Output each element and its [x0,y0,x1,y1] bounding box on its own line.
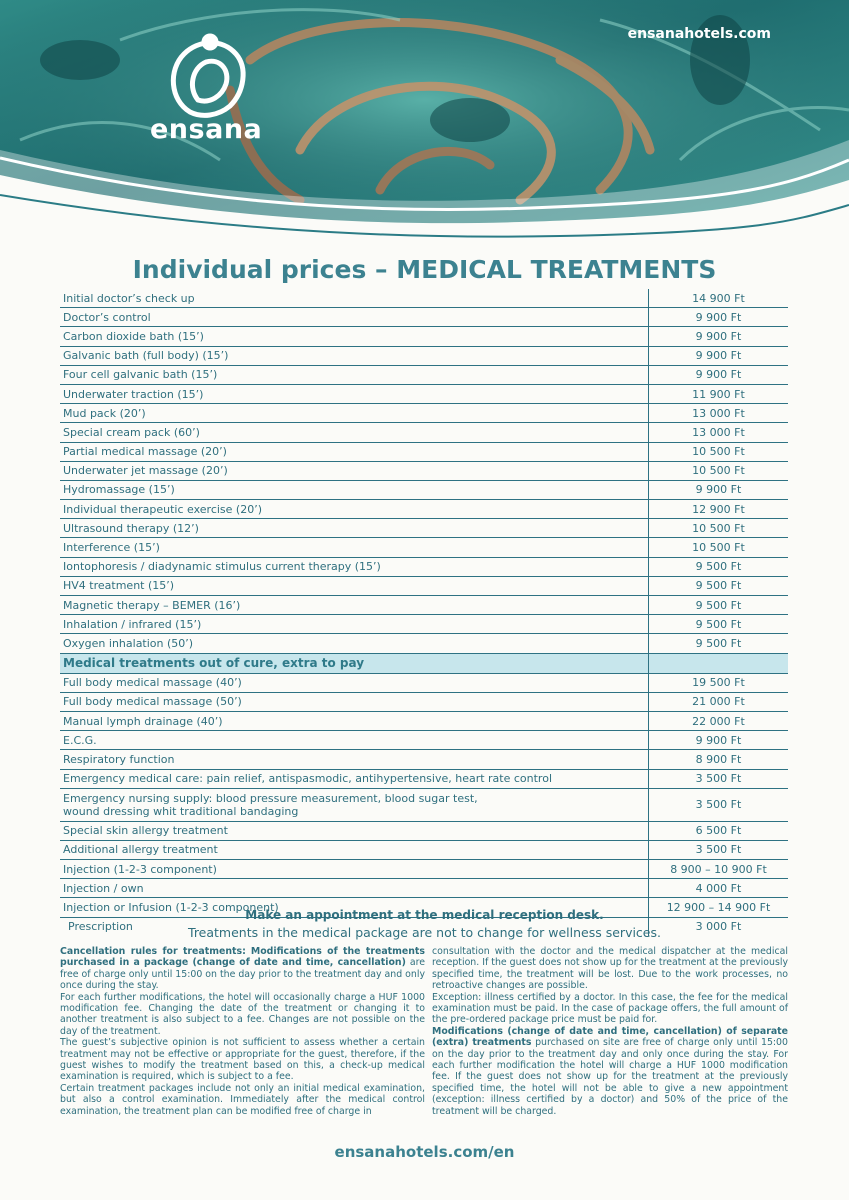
treatment-price: 9 500 Ft [648,577,788,595]
treatment-name: Emergency medical care: pain relief, antispasmodic, antihypertensive, heart rate control [63,772,553,786]
treatment-name: Individual therapeutic exercise (20’) [63,502,262,516]
treatment-name-line: Emergency nursing supply: blood pressure measurement, blood sugar test, [63,791,478,805]
price-row [60,674,788,693]
price-row [60,615,788,634]
treatment-name: Carbon dioxide bath (15’) [63,329,204,343]
treatment-name: Underwater traction (15’) [63,387,204,401]
page-title: Individual prices – MEDICAL TREATMENTS [132,255,717,284]
price-row [60,558,788,577]
ensana-logo [150,30,263,150]
treatment-price: 9 900 Ft [648,347,788,365]
treatment-price: 9 500 Ft [648,558,788,576]
treatment-name: Injection / own [63,881,144,895]
price-row [60,500,788,519]
price-row [60,693,788,712]
treatment-name: Partial medical massage (20’) [63,445,227,459]
price-row [60,770,788,789]
package-note: Treatments in the medical package are not to change for wellness services. [188,925,661,940]
ensana-drop-icon [150,30,260,120]
treatment-price: 9 500 Ft [648,615,788,633]
rules-paragraph: The guest’s subjective opinion is not sufficient to assess whether a certain treatment may not be effective or appropriate for the guest, therefore, if the guest wishes to modify the treatment based on this, a check-up medical examination is required, which is subject to a fee. [60,1037,425,1083]
treatment-price: 9 900 Ft [648,327,788,345]
treatment-price: 3 500 Ft [648,770,788,788]
appointment-note: Make an appointment at the medical reception desk. [245,908,604,922]
price-row [60,443,788,462]
price-row [60,289,788,308]
price-row [60,481,788,500]
treatment-price: 10 500 Ft [648,538,788,556]
header-site-url[interactable]: ensanahotels.com [627,26,771,42]
treatment-name [60,792,648,818]
treatment-name: Additional allergy treatment [63,843,218,857]
price-row [60,860,788,879]
treatment-name: Four cell galvanic bath (15’) [63,368,218,382]
treatment-name: Doctor’s control [63,310,151,324]
price-row [60,308,788,327]
treatment-name: Galvanic bath (full body) (15’) [63,349,229,363]
price-row [60,385,788,404]
price-row [60,404,788,423]
rules-heading: Cancellation rules for treatments: [60,946,246,957]
treatment-name: Underwater jet massage (20’) [63,464,228,478]
treatment-name: HV4 treatment (15’) [63,579,175,593]
section-heading: Medical treatments out of cure, extra to pay [63,655,365,670]
rules-paragraph: Certain treatment packages include not only an initial medical examination, but also a control examination. Immediately after the medical control examination, the treatment plan can be modified free of charge in [60,1082,425,1117]
price-row [60,577,788,596]
treatment-price: 9 900 Ft [648,481,788,499]
treatment-name: Injection (1-2-3 component) [63,862,217,876]
treatment-price: 9 900 Ft [648,366,788,384]
rules-emphasis: Modifications (change of date and time, cancellation) of separate (extra) treatments [432,1025,788,1049]
treatment-price: 10 500 Ft [648,462,788,480]
cancellation-rules-left [60,946,425,1117]
treatment-price: 14 900 Ft [648,289,788,307]
treatment-price: 9 900 Ft [648,731,788,749]
treatment-name: Full body medical massage (40’) [63,676,242,690]
price-row [60,462,788,481]
treatment-name: Interference (15’) [63,541,160,555]
treatment-price: 9 500 Ft [648,596,788,614]
brand-wordmark: ensana [150,114,263,145]
treatment-name: Inhalation / infrared (15’) [63,617,202,631]
treatment-price: 9 500 Ft [648,634,788,652]
treatment-price: 8 900 – 10 900 Ft [648,860,788,878]
price-row [60,841,788,860]
footer-site-url[interactable]: ensanahotels.com/en [334,1143,515,1161]
treatment-price: 11 900 Ft [648,385,788,403]
price-table [60,289,788,936]
price-row [60,366,788,385]
rules-paragraph [60,946,425,992]
price-row [60,347,788,366]
price-row [60,423,788,442]
rules-paragraph [432,1026,788,1117]
price-row [60,879,788,898]
price-row [60,822,788,841]
treatment-name: Special skin allergy treatment [63,824,228,838]
rules-paragraph: consultation with the doctor and the medical dispatcher at the medical reception. If the guest does not show up for the treatment at the previously specified time, the treatment will be lost. Due to the work processes, no retroactive changes are possible. [432,946,788,992]
treatment-name: Initial doctor’s check up [63,291,195,305]
price-row [60,327,788,346]
treatment-price: 3 000 Ft [648,918,788,936]
treatment-price: 13 000 Ft [648,423,788,441]
price-row [60,596,788,615]
price-row [60,538,788,557]
treatment-name: Ultrasound therapy (12’) [63,521,199,535]
treatment-price: 21 000 Ft [648,693,788,711]
cancellation-rules-right [432,946,788,1117]
treatment-name: E.C.G. [63,733,97,747]
treatment-name-line: wound dressing whit traditional bandaging [63,804,299,818]
rules-paragraph: Exception: illness certified by a doctor. In this case, the fee for the medical examination must be paid. In the case of package offers, the full amount of the pre-ordered package price must be paid for. [432,991,788,1026]
treatment-name: Respiratory function [63,752,175,766]
treatment-price: 8 900 Ft [648,750,788,768]
treatment-price: 12 900 Ft [648,500,788,518]
treatment-name: Full body medical massage (50’) [63,695,242,709]
treatment-name: Hydromassage (15’) [63,483,175,497]
price-row [60,750,788,769]
treatment-price: 4 000 Ft [648,879,788,897]
rules-text: purchased on site are free of charge only until 15:00 on the day prior to the treatment day and only once during the stay. For each further modification the hotel will charge a HUF 1000 modification fee. If the guest does not show up for the treatment at the previously specified time, the hotel will not be able to give a new appointment (exception: illness certified by a doctor) and 50% of the price of the treatment will be charged. [432,1037,788,1117]
price-row [60,789,788,822]
treatment-price: 10 500 Ft [648,519,788,537]
treatment-name: Prescription [68,920,133,934]
treatment-price: 3 500 Ft [648,841,788,859]
treatment-price: 22 000 Ft [648,712,788,730]
treatment-price: 12 900 – 14 900 Ft [648,898,788,916]
treatment-price: 3 500 Ft [648,789,788,821]
section-price-cell [648,654,788,673]
treatment-price: 19 500 Ft [648,674,788,692]
treatment-name: Iontophoresis / diadynamic stimulus current therapy (15’) [63,560,381,574]
price-row [60,519,788,538]
rules-emphasis: Modifications of the treatments purchased in a package (change of date and time, cancellation) [60,946,425,969]
treatment-price: 6 500 Ft [648,822,788,840]
price-row [60,634,788,653]
treatment-name: Magnetic therapy – BEMER (16’) [63,598,241,612]
treatment-price: 9 900 Ft [648,308,788,326]
treatment-price: 10 500 Ft [648,443,788,461]
treatment-name: Manual lymph drainage (40’) [63,714,223,728]
treatment-name: Special cream pack (60’) [63,425,200,439]
treatment-price: 13 000 Ft [648,404,788,422]
section-heading-row [60,654,788,674]
treatment-name: Mud pack (20’) [63,406,146,420]
price-row [60,712,788,731]
rules-text: are free of charge only until 15:00 on the day prior to the treatment day and only once during the stay. [60,957,425,992]
price-row [60,731,788,750]
rules-paragraph: For each further modifications, the hotel will occasionally charge a HUF 1000 modification fee. Changing the date of the treatment or changing it to another treatment is also subject to a fee. Changes are not possible on the day of the treatment. [60,991,425,1037]
treatment-name: Injection or Infusion (1-2-3 component) [63,901,279,915]
treatment-name: Oxygen inhalation (50’) [63,636,194,650]
